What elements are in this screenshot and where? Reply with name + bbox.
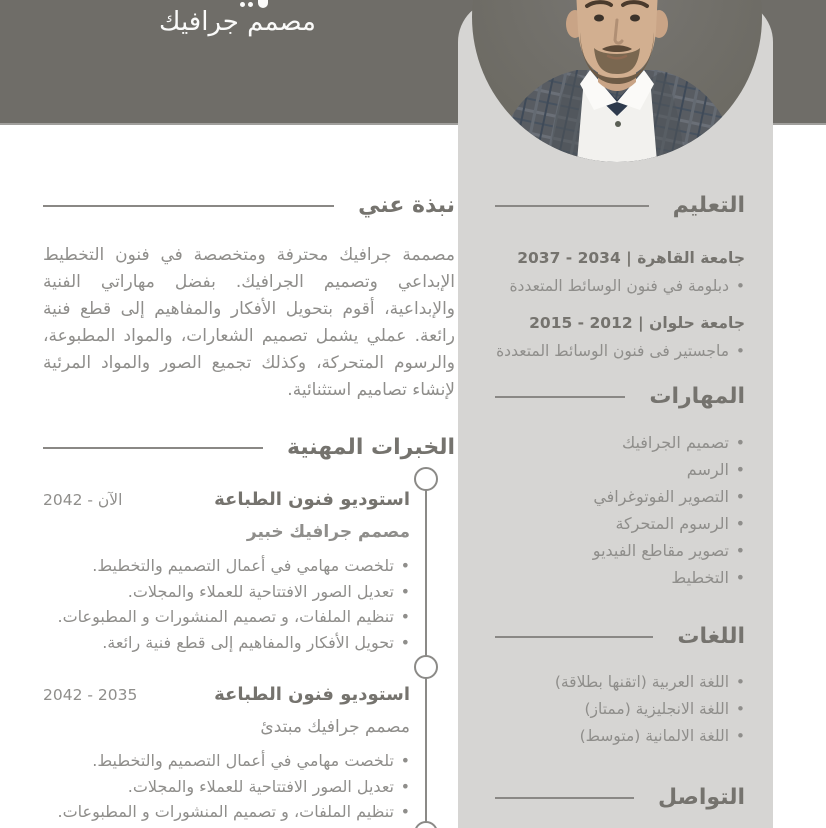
- languages-heading: اللغات: [677, 624, 745, 649]
- heading-rule: [495, 396, 625, 398]
- job-title-header: مصمم جرافيك: [159, 7, 316, 37]
- education-school-dates: جامعة حلوان | 2012 - 2015: [529, 314, 745, 332]
- job-header-row: [43, 683, 410, 707]
- job-company: استوديو فنون الطباعة: [214, 684, 410, 705]
- job-dates: 2035 - 2042: [43, 686, 138, 704]
- education-degree: • دبلومة في فنون الوسائط المتعددة: [495, 275, 745, 298]
- about-text: مصممة جرافيك محترفة ومتخصصة في فنون التخطيط الإبداعي وتصميم الجرافيك. بفضل مهاراتي الفنية والإبداعية، أقوم بتحويل الأفكار والمفاهيم إلى قطع فنية رائعة. عملي يشمل تصميم الشعارات، والمواد المطبوعة، والرسوم المتحركة، وكذلك تجميع الصور والمواد المرئية لإنشاء تصاميم استثنائية.: [43, 245, 455, 400]
- skill-item: • التخطيط: [495, 564, 745, 591]
- skill-item: • تصوير مقاطع الفيديو: [495, 537, 745, 564]
- heading-rule: [43, 205, 334, 207]
- language-item: • اللغة الانجليزية (ممتاز): [495, 696, 745, 723]
- job-bullet: • تنظيم الملفات، و تصميم المنشورات و المطبوعات.: [43, 604, 410, 630]
- skills-section-heading: [495, 381, 745, 413]
- contact-section-heading: [495, 782, 745, 814]
- job-entry: [43, 683, 455, 825]
- experience-heading: الخبرات المهنية: [286, 435, 455, 460]
- languages-list: [495, 669, 745, 750]
- education-degree-list: [495, 340, 745, 363]
- about-section-heading: [43, 190, 455, 222]
- skill-item: • تصميم الجرافيك: [495, 429, 745, 456]
- job-header-row: [43, 488, 410, 512]
- language-item: • اللغة الالمانية (متوسط): [495, 723, 745, 750]
- education-school-dates: جامعة القاهرة | 2034 - 2037: [517, 249, 745, 267]
- education-heading: التعليم: [672, 193, 745, 218]
- job-bullet: • تعديل الصور الافتتاحية للعملاء والمجلات.: [43, 774, 410, 800]
- education-entry: [495, 248, 745, 298]
- job-title: مصمم جرافيك خبير: [246, 522, 410, 542]
- heading-rule: [495, 205, 649, 207]
- job-dates: الآن - 2042: [43, 491, 123, 509]
- skills-list: [495, 429, 745, 591]
- heading-rule: [495, 797, 634, 799]
- contact-heading: التواصل: [657, 785, 745, 810]
- job-company: استوديو فنون الطباعة: [214, 489, 410, 510]
- job-bullet: • تنظيم الملفات، و تصميم المنشورات و المطبوعات.: [43, 799, 410, 825]
- education-entry: [495, 313, 745, 363]
- job-bullet: • تعديل الصور الافتتاحية للعملاء والمجلات.: [43, 579, 410, 605]
- skill-item: • الرسم: [495, 456, 745, 483]
- language-item: • اللغة العربية (اتقنها بطلاقة): [495, 669, 745, 696]
- job-bullet: • تحويل الأفكار والمفاهيم إلى قطع فنية رائعة.: [43, 630, 410, 656]
- job-bullet: • تلخصت مهامي في أعمال التصميم والتخطيط.: [43, 553, 410, 579]
- main-column: [43, 190, 455, 825]
- skill-item: • التصوير الفوتوغرافي: [495, 483, 745, 510]
- job-bullet-list: [43, 748, 410, 825]
- heading-rule: [495, 636, 653, 638]
- skills-heading: المهارات: [649, 384, 745, 409]
- education-section-heading: [495, 190, 745, 222]
- job-title: مصمم جرافيك مبتدئ: [260, 717, 410, 737]
- about-heading: نبذة عني: [358, 193, 455, 218]
- experience-section-heading: [43, 432, 455, 464]
- languages-section-heading: [495, 621, 745, 653]
- skill-item: • الرسوم المتحركة: [495, 510, 745, 537]
- job-bullet: • تلخصت مهامي في أعمال التصميم والتخطيط.: [43, 748, 410, 774]
- education-degree: • ماجستير فى فنون الوسائط المتعددة: [495, 340, 745, 363]
- heading-rule: [43, 447, 263, 449]
- job-entry: [43, 488, 455, 655]
- education-degree-list: [495, 275, 745, 298]
- job-bullet-list: [43, 553, 410, 655]
- sidebar-column: [495, 190, 745, 814]
